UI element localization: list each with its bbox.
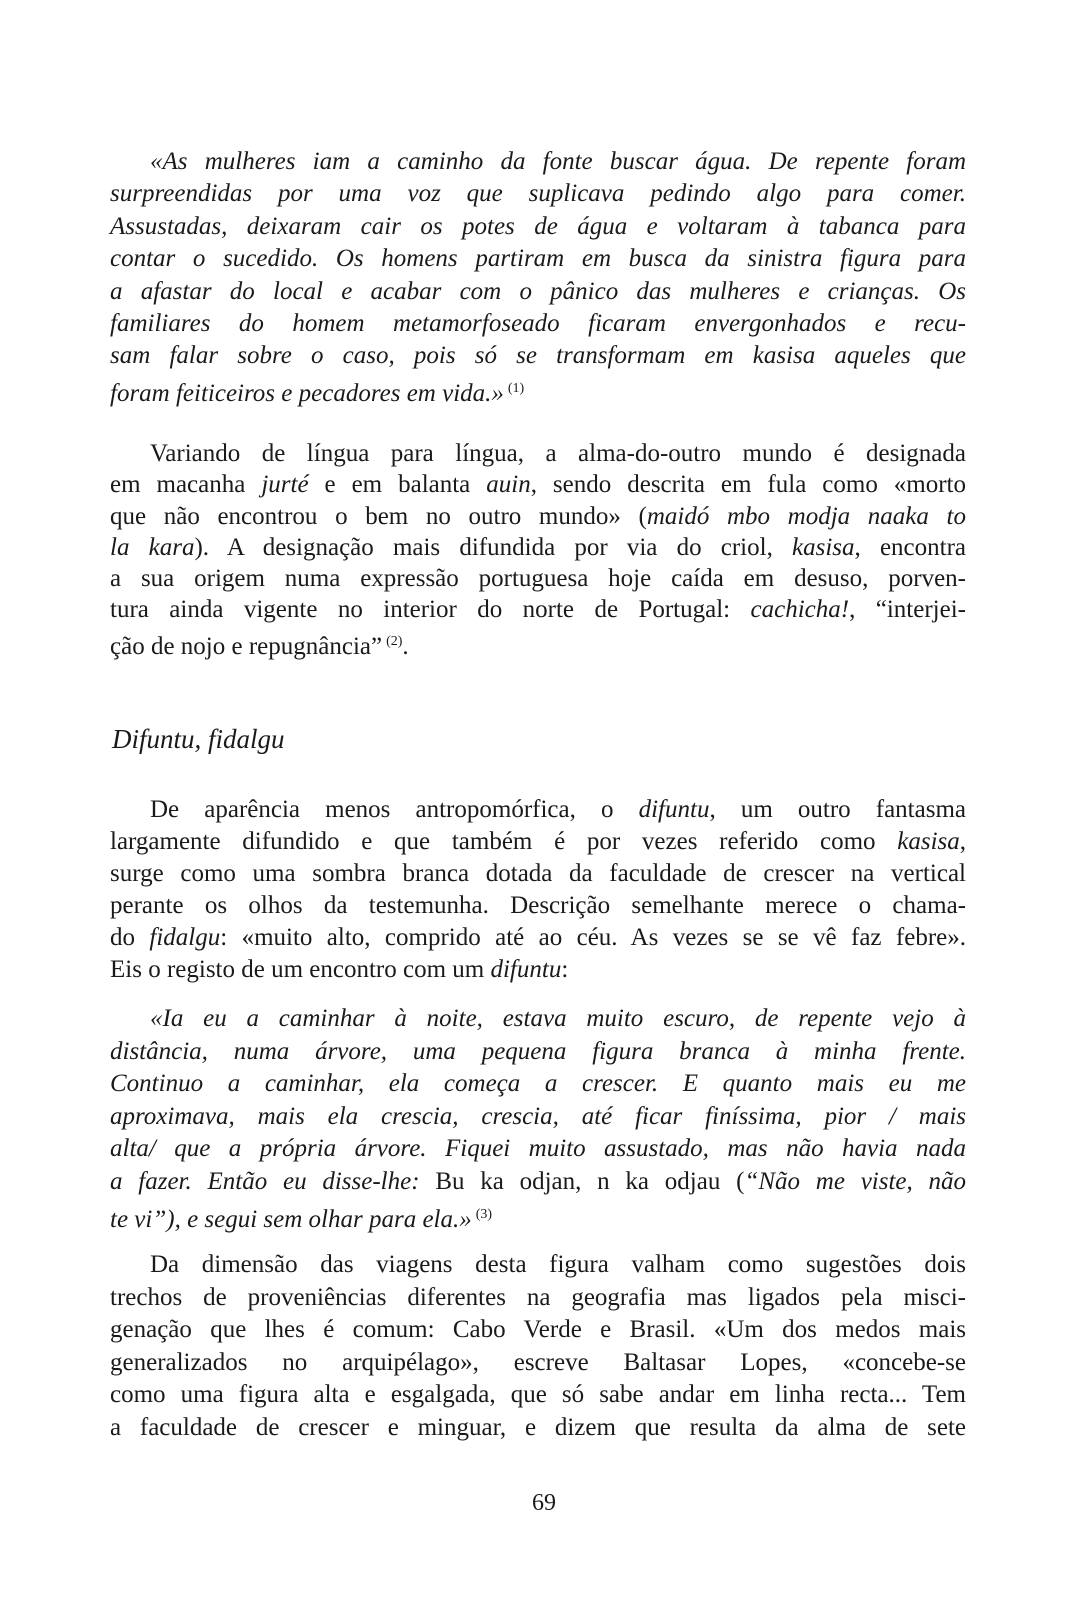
text-line <box>110 1379 966 1412</box>
italic-text: «Ia eu a caminhar à noite, estava muito escuro, de repente vejo à <box>150 1005 966 1032</box>
text: perante os olhos da testemunha. Descrição semelhante merece o chama- <box>110 892 966 919</box>
text: De aparência menos antropomórfica, o <box>150 796 639 823</box>
text-line <box>110 1314 966 1347</box>
text-line <box>110 1347 966 1380</box>
text-line <box>110 626 966 662</box>
text-line <box>110 1199 966 1237</box>
italic-text: Assustadas, deixaram cair os potes de água e voltaram à tabanca para <box>110 212 966 240</box>
quote-mulheres <box>110 146 966 410</box>
text-line <box>110 373 966 410</box>
text: , “interjei- <box>849 596 966 624</box>
text-line <box>110 1101 966 1134</box>
text: , <box>959 828 966 855</box>
italic-text: «As mulheres iam a caminho da fonte buscar água. De repente foram <box>150 148 966 175</box>
text-line <box>110 954 966 986</box>
footnote-reference: (3) <box>475 1206 493 1222</box>
italic-text: distância, numa árvore, uma pequena figura branca à minha frente. <box>110 1037 966 1065</box>
paragraph-dimensao <box>110 1249 966 1445</box>
text-line <box>110 794 966 826</box>
text: ção de nojo e repugnância” <box>110 632 383 660</box>
italic-text: maidó mbo modja naaka to <box>646 502 966 530</box>
text-line <box>110 890 966 922</box>
italic-text: “Não me viste, não <box>744 1167 967 1195</box>
italic-text: a afastar do local e acabar com o pânico das mulheres e crianças. Os <box>110 277 966 305</box>
quote-ia-eu <box>110 1003 966 1236</box>
italic-text: fidalgu <box>149 924 221 951</box>
text: : «muito alto, comprido até ao céu. As vezes se se vê faz febre». <box>220 924 966 951</box>
text-line <box>110 1282 966 1315</box>
italic-text: te vi”), e segui sem olhar para ela.» <box>110 1205 472 1233</box>
text: , encontra <box>854 533 967 561</box>
text: surge como uma sombra branca dotada da faculdade de crescer na vertical <box>110 860 966 887</box>
italic-text: a fazer. Então eu disse-lhe: <box>110 1167 436 1195</box>
text: largamente difundido e que também é por vezes referido como <box>110 828 898 855</box>
text: e em balanta <box>308 471 487 499</box>
italic-text: auin <box>486 471 531 499</box>
text: que não encontrou o bem no outro mundo» ( <box>110 502 647 530</box>
text-line <box>110 922 966 954</box>
text-line <box>110 1003 966 1036</box>
text-line <box>110 1249 966 1282</box>
italic-text: kasisa <box>897 828 960 855</box>
text-line <box>110 1412 966 1445</box>
text: Variando de língua para língua, a alma-do-outro mundo é designada <box>150 440 966 467</box>
text-line <box>110 858 966 890</box>
italic-text: Continuo a caminhar, ela começa a crescer. E quanto mais eu me <box>110 1070 966 1098</box>
italic-text: difuntu <box>638 796 710 823</box>
footnote-reference: (1) <box>507 380 525 396</box>
text-line <box>110 438 966 469</box>
italic-text: jurté <box>261 471 309 499</box>
text: : <box>561 956 569 983</box>
text: Eis o registo de um encontro com um <box>110 956 491 983</box>
text-line <box>110 1166 966 1199</box>
text-line <box>110 146 966 178</box>
italic-text: difuntu <box>490 956 562 983</box>
text: ( <box>720 1167 745 1195</box>
text-line <box>110 211 966 243</box>
text: trechos de proveniências diferentes na geografia mas ligados pela misci- <box>110 1283 966 1311</box>
text: , sendo descrita em fula como «morto <box>530 471 967 499</box>
text-line <box>110 1068 966 1101</box>
text: Bu ka odjan, n ka odjau <box>435 1167 721 1195</box>
text-line <box>110 469 966 500</box>
footnote-reference: (2) <box>386 633 403 649</box>
italic-text: aproximava, mais ela crescia, crescia, até ficar finíssima, pior / mais <box>110 1102 966 1130</box>
page-number: 69 <box>532 1490 556 1516</box>
text: , um outro fantasma <box>709 796 966 823</box>
text-line <box>110 532 966 563</box>
section-heading: Difuntu, fidalgu <box>112 724 285 754</box>
italic-text: surpreendidas por uma voz que suplicava pedindo algo para comer. <box>110 180 966 208</box>
text-line <box>110 594 966 625</box>
text-line <box>110 563 966 594</box>
text-line <box>110 1133 966 1166</box>
text: generalizados no arquipélago», escreve Baltasar Lopes, «concebe-se <box>110 1348 966 1376</box>
text-line <box>110 243 966 275</box>
italic-text: alta/ que a própria árvore. Fiquei muito assustado, mas não havia nada <box>110 1135 966 1163</box>
italic-text: foram feiticeiros e pecadores em vida.» <box>110 379 504 407</box>
text: a sua origem numa expressão portuguesa hoje caída em desuso, porven- <box>110 565 966 593</box>
text: Da dimensão das viagens desta figura valham como sugestões dois <box>150 1251 966 1278</box>
text-line <box>110 308 966 340</box>
italic-text: kasisa <box>792 533 855 561</box>
text-line <box>110 826 966 858</box>
text-line <box>110 501 966 532</box>
italic-text: cachicha! <box>750 596 850 624</box>
text-line <box>110 340 966 372</box>
text-line <box>110 178 966 210</box>
italic-text: familiares do homem metamorfoseado ficaram envergonhados e recu- <box>110 310 966 338</box>
italic-text: sam falar sobre o caso, pois só se transformam em kasisa aqueles que <box>110 342 966 370</box>
paragraph-variando <box>110 438 966 662</box>
text: em macanha <box>110 471 262 499</box>
text: . <box>402 632 409 660</box>
text: genação que lhes é comum: Cabo Verde e Brasil. «Um dos medos mais <box>110 1316 966 1344</box>
text: como uma figura alta e esgalgada, que só sabe andar em linha recta... Tem <box>110 1381 966 1409</box>
text-line <box>110 276 966 308</box>
paragraph-difuntu <box>110 794 966 986</box>
text: ). A designação mais difundida por via do criol, <box>194 533 793 561</box>
text: do <box>110 924 150 951</box>
italic-text: la kara <box>110 533 195 561</box>
italic-text: contar o sucedido. Os homens partiram em busca da sinistra figura para <box>110 245 966 273</box>
text-line <box>110 1036 966 1069</box>
text: tura ainda vigente no interior do norte de Portugal: <box>110 596 751 624</box>
text: a faculdade de crescer e minguar, e dizem que resulta da alma de sete <box>110 1413 966 1441</box>
